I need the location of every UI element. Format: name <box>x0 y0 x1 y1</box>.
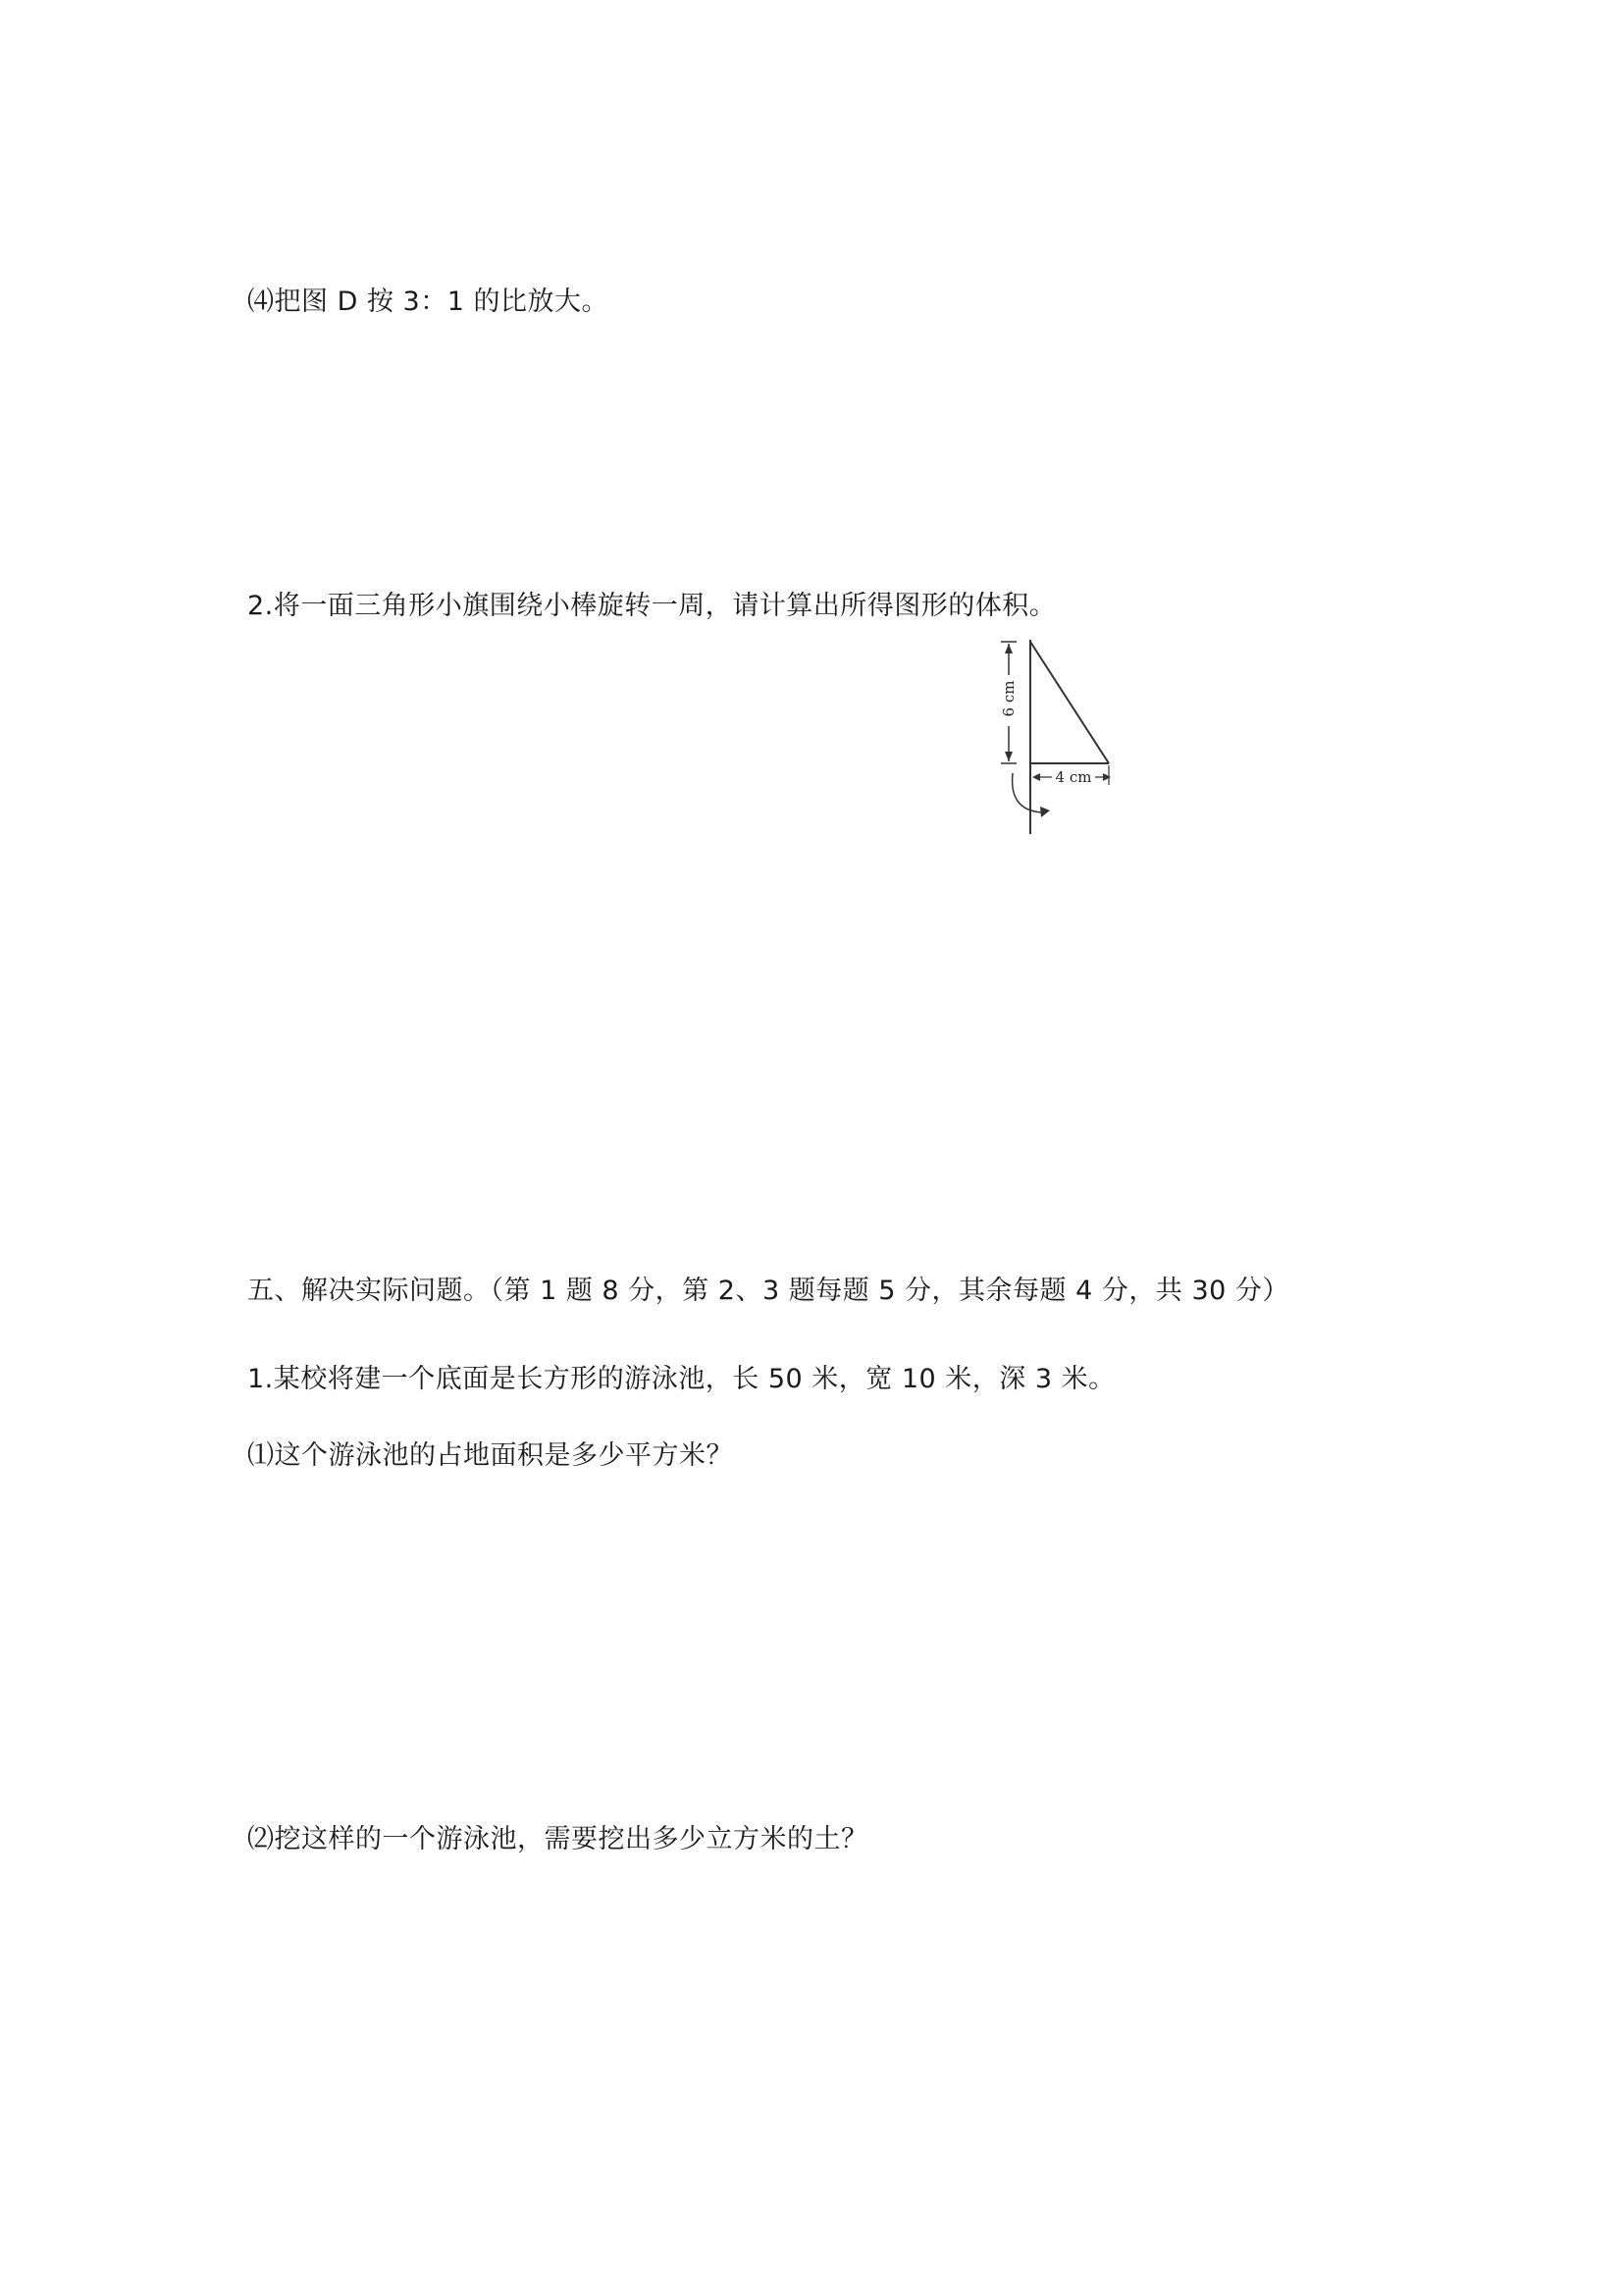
question-1-pool: 1.某校将建一个底面是长方形的游泳池，长 50 米，宽 10 米，深 3 米。 <box>247 1364 1116 1394</box>
base-arrowhead-right <box>1103 773 1111 781</box>
question-1-sub-1: ⑴这个游泳池的占地面积是多少平方米？ <box>247 1440 733 1471</box>
base-arrowhead-left <box>1032 773 1040 781</box>
triangle-hypotenuse <box>1030 642 1109 763</box>
question-1-sub-2: ⑵挖这样的一个游泳池，需要挖出多少立方米的土？ <box>247 1824 868 1854</box>
height-arrowhead-top <box>1005 644 1013 653</box>
question-4-enlarge: ⑷把图 D 按 3：1 的比放大。 <box>247 287 608 317</box>
height-label: 6 cm <box>1000 680 1018 717</box>
height-arrowhead-bottom <box>1005 752 1013 761</box>
section-5-heading: 五、解决实际问题。（第 1 题 8 分，第 2、3 题每题 5 分，其余每题 4 分，共 30 分） <box>247 1276 1289 1306</box>
triangle-flag-figure <box>971 628 1148 844</box>
rotation-arrowhead <box>1040 807 1050 817</box>
base-label: 4 cm <box>1055 768 1092 786</box>
question-2-flag-rotation: 2.将一面三角形小旗围绕小棒旋转一周，请计算出所得图形的体积。 <box>247 591 1057 621</box>
